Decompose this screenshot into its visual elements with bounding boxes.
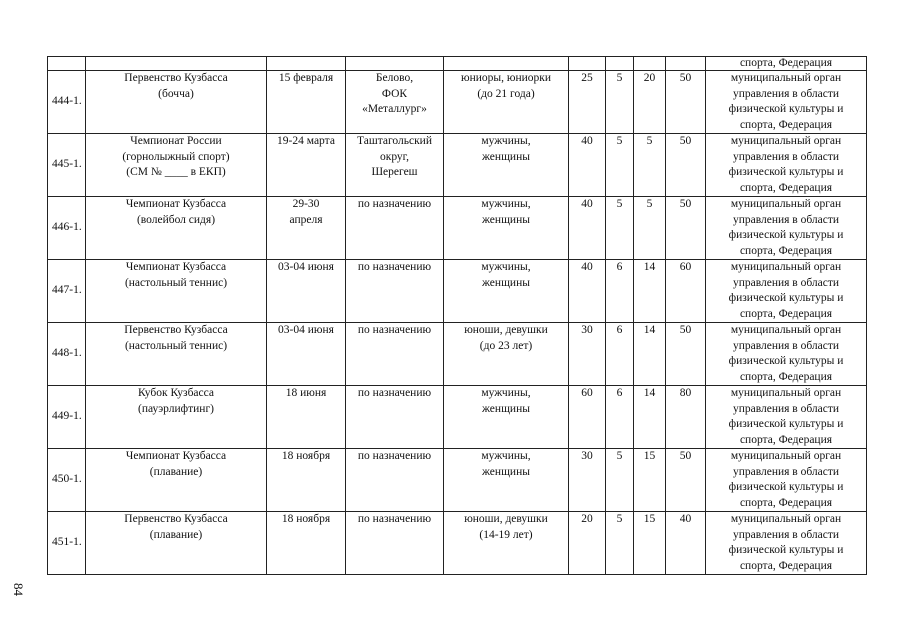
cell-c2: 5	[606, 449, 634, 512]
cell-line: физической культуры и	[728, 481, 844, 493]
cell-line: физической культуры и	[728, 418, 844, 430]
page-number: 84	[11, 583, 26, 596]
cell-c2: 5	[606, 71, 634, 134]
cell-c3	[634, 57, 666, 71]
table-row	[48, 449, 867, 512]
cell-c3: 20	[634, 71, 666, 134]
cell-line: физической культуры и	[728, 544, 844, 556]
cell-line: муниципальный орган	[730, 450, 842, 462]
cell-c1: 40	[569, 197, 606, 260]
cell-line: 29-30	[292, 198, 320, 210]
cell-line: мужчины,	[481, 261, 531, 273]
cell-num: 449-1.	[48, 386, 86, 449]
cell-line: 19-24 марта	[277, 135, 335, 147]
cell-event	[86, 323, 267, 386]
cell-c1: 25	[569, 71, 606, 134]
cell-org	[706, 134, 867, 197]
cell-event	[86, 260, 267, 323]
cell-org	[706, 71, 867, 134]
cell-c2: 5	[606, 134, 634, 197]
table-row	[48, 386, 867, 449]
cell-line: (плавание)	[149, 528, 203, 541]
cell-line: спорта, Федерация	[739, 244, 833, 257]
cell-date	[267, 449, 346, 512]
cell-line: спорта, Федерация	[739, 496, 833, 509]
cell-place	[346, 197, 444, 260]
table-row	[48, 323, 867, 386]
cell-line: Таштагольский	[357, 135, 432, 147]
cell-c3: 5	[634, 134, 666, 197]
cell-line: (14-19 лет)	[479, 528, 533, 541]
cell-line: женщины	[482, 213, 530, 226]
cell-place	[346, 323, 444, 386]
cell-line: управления в области	[732, 402, 840, 415]
cell-c4: 50	[666, 197, 706, 260]
cell-line: женщины	[482, 276, 530, 289]
cell-c1: 40	[569, 260, 606, 323]
cell-line: спорта, Федерация	[739, 433, 833, 446]
cell-line: Первенство Кузбасса	[124, 72, 228, 84]
cell-org	[706, 512, 867, 575]
cell-line: физической культуры и	[728, 292, 844, 304]
cell-line: спорта, Федерация	[739, 370, 833, 383]
cell-place	[346, 386, 444, 449]
cell-place	[346, 260, 444, 323]
cell-line: юноши, девушки	[464, 324, 548, 336]
cell-date	[267, 386, 346, 449]
cell-c2: 5	[606, 512, 634, 575]
cell-event	[86, 449, 267, 512]
cell-line: физической культуры и	[728, 166, 844, 178]
cell-line: 15 февраля	[278, 72, 334, 84]
cell-num: 450-1.	[48, 449, 86, 512]
cell-line: управления в области	[732, 465, 840, 478]
cell-date	[267, 512, 346, 575]
cell-line: (волейбол сидя)	[136, 213, 216, 226]
cell-line: 03-04 июня	[278, 324, 334, 336]
cell-line: муниципальный орган	[730, 72, 842, 84]
cell-c4	[666, 57, 706, 71]
cell-line: Чемпионат Кузбасса	[125, 198, 227, 210]
cell-place	[346, 449, 444, 512]
cell-c4: 50	[666, 449, 706, 512]
cell-line: (плавание)	[149, 465, 203, 478]
cell-line: (бочча)	[158, 87, 194, 100]
cell-event	[86, 197, 267, 260]
cell-num: 444-1.	[48, 71, 86, 134]
cell-line: физической культуры и	[728, 103, 844, 115]
cell-participants	[444, 57, 569, 71]
cell-line: округ,	[380, 150, 409, 163]
cell-line: (до 23 лет)	[479, 339, 533, 352]
cell-participants	[444, 323, 569, 386]
cell-line: апреля	[289, 213, 323, 226]
cell-line: муниципальный орган	[730, 513, 842, 525]
cell-c1: 30	[569, 449, 606, 512]
cell-c3: 14	[634, 386, 666, 449]
cell-line: (настольный теннис)	[124, 339, 228, 352]
cell-line: (настольный теннис)	[124, 276, 228, 289]
cell-org	[706, 260, 867, 323]
cell-num	[48, 57, 86, 71]
cell-org	[706, 449, 867, 512]
cell-line: физической культуры и	[728, 355, 844, 367]
cell-date	[267, 57, 346, 71]
cell-date	[267, 323, 346, 386]
cell-line: по назначению	[357, 387, 432, 399]
cell-c4: 60	[666, 260, 706, 323]
cell-line: «Металлург»	[362, 103, 427, 115]
cell-line: мужчины,	[481, 387, 531, 399]
cell-line: мужчины,	[481, 135, 531, 147]
cell-c4: 80	[666, 386, 706, 449]
cell-org	[706, 323, 867, 386]
cell-line: 18 ноября	[281, 450, 331, 462]
cell-place	[346, 512, 444, 575]
cell-line: Шерегеш	[371, 166, 418, 178]
cell-line: управления в области	[732, 528, 840, 541]
cell-line: 18 июня	[285, 387, 327, 399]
cell-participants	[444, 260, 569, 323]
cell-line: по назначению	[357, 261, 432, 273]
cell-c3: 15	[634, 512, 666, 575]
cell-line: Чемпионат России	[130, 135, 222, 147]
cell-line: муниципальный орган	[730, 198, 842, 210]
cell-line: (горнолыжный спорт)	[122, 150, 230, 163]
cell-c4: 50	[666, 134, 706, 197]
cell-line: ФОК	[381, 87, 408, 100]
cell-event	[86, 71, 267, 134]
cell-num: 448-1.	[48, 323, 86, 386]
cell-line: Первенство Кузбасса	[124, 513, 228, 525]
cell-line: женщины	[482, 150, 530, 163]
cell-line: муниципальный орган	[730, 324, 842, 336]
cell-num: 446-1.	[48, 197, 86, 260]
cell-c4: 50	[666, 71, 706, 134]
cell-participants	[444, 512, 569, 575]
cell-c3: 14	[634, 323, 666, 386]
cell-date	[267, 260, 346, 323]
cell-line: (до 21 года)	[477, 87, 535, 100]
cell-line: по назначению	[357, 450, 432, 462]
cell-line: Чемпионат Кузбасса	[125, 450, 227, 462]
cell-date	[267, 197, 346, 260]
cell-line: управления в области	[732, 150, 840, 163]
cell-c1: 20	[569, 512, 606, 575]
cell-c3: 5	[634, 197, 666, 260]
cell-participants	[444, 449, 569, 512]
cell-line: 18 ноября	[281, 513, 331, 525]
cell-c1: 60	[569, 386, 606, 449]
cell-participants	[444, 134, 569, 197]
cell-c2: 6	[606, 260, 634, 323]
cell-c2: 5	[606, 197, 634, 260]
table-row	[48, 197, 867, 260]
cell-org	[706, 197, 867, 260]
cell-line: управления в области	[732, 213, 840, 226]
cell-c1: 30	[569, 323, 606, 386]
cell-c3: 15	[634, 449, 666, 512]
cell-line: по назначению	[357, 324, 432, 336]
cell-line: муниципальный орган	[730, 135, 842, 147]
cell-line: женщины	[482, 402, 530, 415]
cell-line: женщины	[482, 465, 530, 478]
cell-num: 451-1.	[48, 512, 86, 575]
cell-event	[86, 386, 267, 449]
cell-c1	[569, 57, 606, 71]
cell-line: мужчины,	[481, 450, 531, 462]
table-row	[48, 260, 867, 323]
cell-line: 03-04 июня	[278, 261, 334, 273]
cell-line: мужчины,	[481, 198, 531, 210]
cell-place	[346, 71, 444, 134]
cell-event	[86, 134, 267, 197]
cell-line: муниципальный орган	[730, 387, 842, 399]
cell-line: по назначению	[357, 198, 432, 210]
cell-line: управления в области	[732, 339, 840, 352]
table-row	[48, 71, 867, 134]
cell-line: спорта, Федерация	[739, 559, 833, 572]
cell-line: юноши, девушки	[464, 513, 548, 525]
cell-line: юниоры, юниорки	[460, 72, 552, 84]
cell-org: спорта, Федерация	[706, 57, 867, 71]
cell-c4: 50	[666, 323, 706, 386]
cell-participants	[444, 197, 569, 260]
table-row	[48, 512, 867, 575]
cell-num: 445-1.	[48, 134, 86, 197]
cell-org	[706, 386, 867, 449]
cell-line: спорта, Федерация	[739, 118, 833, 131]
cell-c1: 40	[569, 134, 606, 197]
cell-event	[86, 57, 267, 71]
cell-line: Первенство Кузбасса	[124, 324, 228, 336]
cell-line: физической культуры и	[728, 229, 844, 241]
schedule-body	[48, 57, 867, 575]
cell-c2	[606, 57, 634, 71]
cell-num: 447-1.	[48, 260, 86, 323]
cell-c2: 6	[606, 386, 634, 449]
cell-line: спорта, Федерация	[739, 181, 833, 194]
cell-line: управления в области	[732, 276, 840, 289]
cell-c4: 40	[666, 512, 706, 575]
cell-line: (пауэрлифтинг)	[137, 402, 214, 415]
cell-line: Белово,	[375, 72, 414, 84]
cell-line: (СМ № ____ в ЕКП)	[126, 166, 226, 178]
cell-line: по назначению	[357, 513, 432, 525]
schedule-table	[47, 56, 867, 575]
cell-place	[346, 57, 444, 71]
cell-place	[346, 134, 444, 197]
cell-c2: 6	[606, 323, 634, 386]
table-row	[48, 134, 867, 197]
table-row-continued	[48, 57, 867, 71]
cell-date	[267, 71, 346, 134]
cell-line: управления в области	[732, 87, 840, 100]
cell-line: спорта, Федерация	[739, 307, 833, 320]
cell-participants	[444, 386, 569, 449]
cell-line: Кубок Кузбасса	[138, 387, 214, 399]
cell-c3: 14	[634, 260, 666, 323]
cell-line: Чемпионат Кузбасса	[125, 261, 227, 273]
cell-participants	[444, 71, 569, 134]
cell-event	[86, 512, 267, 575]
cell-line: муниципальный орган	[730, 261, 842, 273]
cell-date	[267, 134, 346, 197]
